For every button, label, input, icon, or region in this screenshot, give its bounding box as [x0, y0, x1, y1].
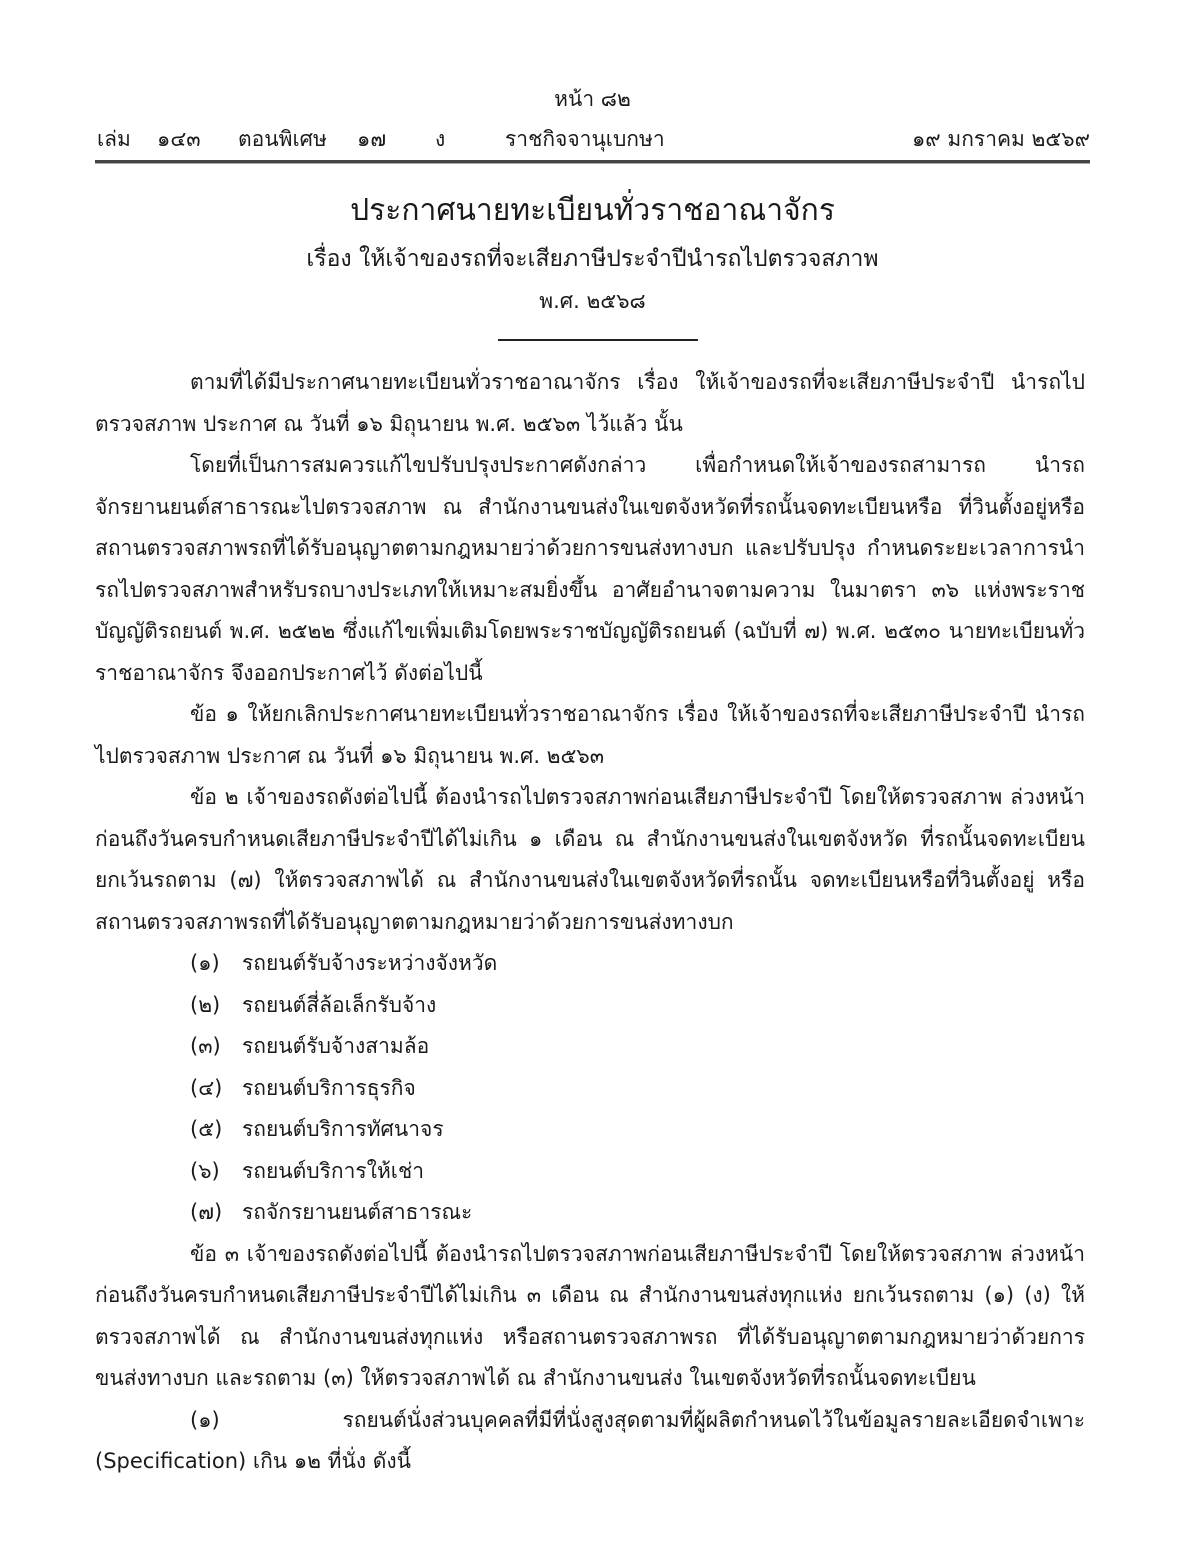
announcement-title: ประกาศนายทะเบียนทั่วราชอาณาจักร — [350, 193, 835, 228]
issue-number: ๑๗ — [357, 127, 387, 151]
document-body — [95, 362, 1085, 1483]
list-item: (๖) รถยนต์บริการให้เช่า — [190, 1158, 425, 1183]
volume-number: ๑๔๓ — [157, 127, 201, 151]
clause-2-list — [95, 943, 1085, 1234]
list-item: (๓) รถยนต์รับจ้างสามล้อ — [190, 1034, 430, 1058]
announcement-year: พ.ศ. ๒๕๖๘ — [539, 289, 646, 313]
section-letter: ง — [435, 127, 446, 151]
list-item: (๕) รถยนต์บริการทัศนาจร — [190, 1117, 444, 1141]
list-item: (๑) รถยนต์รับจ้างระหว่างจังหวัด — [190, 951, 498, 975]
rationale-paragraph: โดยที่เป็นการสมควรแก้ไขปรับปรุงประกาศดังกล่าว เพื่อกำหนดให้เจ้าของรถสามารถ นำรถจักรยานยนต์สาธารณะไปตรวจสภาพ ณ สำนักงานขนส่งในเขตจังหวัดที่รถนั้นจดทะเบียนหรือ ที่วินตั้งอยู่หรือสถานตรวจสภาพรถที่ได้รับอนุญาตตามกฎหมายว่าด้วยการขนส่งทางบก และปรับปรุง กำหนดระยะเวลาการนำรถไปตรวจสภาพสำหรับรถบางประเภทให้เหมาะสมยิ่งขึ้น อาศัยอำนาจตามความ ในมาตรา ๓๖ แห่งพระราชบัญญัติรถยนต์ พ.ศ. ๒๕๒๒ ซึ่งแก้ไขเพิ่มเติมโดยพระราชบัญญัติรถยนต์ (ฉบับที่ ๗) พ.ศ. ๒๕๓๐ นายทะเบียนทั่วราชอาณาจักร จึงออกประกาศไว้ ดังต่อไปนี้ — [95, 453, 1085, 685]
clause-3-item-1: (๑) รถยนต์นั่งส่วนบุคคลที่มีที่นั่งสูงสุดตามที่ผู้ผลิตกำหนดไว้ในข้อมูลรายละเอียดจำเพาะ (Specification) เกิน ๑๒ ที่นั่ง ดังนี้ — [95, 1407, 1085, 1473]
list-item: (๔) รถยนต์บริการธุรกิจ — [190, 1075, 416, 1100]
header-divider — [95, 160, 1090, 163]
publication-date: ๑๙ มกราคม ๒๕๖๙ — [911, 127, 1090, 151]
gazette-header — [95, 124, 1090, 154]
list-item: (๗) รถจักรยานยนต์สาธารณะ — [190, 1200, 473, 1224]
volume-label: เล่ม — [97, 127, 131, 151]
clause-1: ข้อ ๑ ให้ยกเลิกประกาศนายทะเบียนทั่วราชอาณาจักร เรื่อง ให้เจ้าของรถที่จะเสียภาษีประจำปี นำรถไปตรวจสภาพ ประกาศ ณ วันที่ ๑๖ มิถุนายน พ.ศ. ๒๕๖๓ — [95, 702, 1085, 768]
title-divider — [498, 339, 698, 341]
clause-3: ข้อ ๓ เจ้าของรถดังต่อไปนี้ ต้องนำรถไปตรวจสภาพก่อนเสียภาษีประจำปี โดยให้ตรวจสภาพ ล่วงหน้าก่อนถึงวันครบกำหนดเสียภาษีประจำปีได้ไม่เกิน ๓ เดือน ณ สำนักงานขนส่งทุกแห่ง ยกเว้นรถตาม (๑) (ง) ให้ตรวจสภาพได้ ณ สำนักงานขนส่งทุกแห่ง หรือสถานตรวจสภาพรถ ที่ได้รับอนุญาตตามกฎหมายว่าด้วยการขนส่งทางบก และรถตาม (๓) ให้ตรวจสภาพได้ ณ สำนักงานขนส่ง ในเขตจังหวัดที่รถนั้นจดทะเบียน — [95, 1241, 1085, 1390]
clause-2: ข้อ ๒ เจ้าของรถดังต่อไปนี้ ต้องนำรถไปตรวจสภาพก่อนเสียภาษีประจำปี โดยให้ตรวจสภาพ ล่วงหน้าก่อนถึงวันครบกำหนดเสียภาษีประจำปีได้ไม่เกิน ๑ เดือน ณ สำนักงานขนส่งในเขตจังหวัด ที่รถนั้นจดทะเบียน ยกเว้นรถตาม (๗) ให้ตรวจสภาพได้ ณ สำนักงานขนส่งในเขตจังหวัดที่รถนั้น จดทะเบียนหรือที่วินตั้งอยู่ หรือสถานตรวจสภาพรถที่ได้รับอนุญาตตามกฎหมายว่าด้วยการขนส่งทางบก — [95, 785, 1085, 934]
gazette-name: ราชกิจจานุเบกษา — [505, 127, 665, 151]
page-number: หน้า ๘๒ — [554, 87, 631, 111]
issue-label: ตอนพิเศษ — [238, 127, 327, 151]
list-item: (๒) รถยนต์สี่ล้อเล็กรับจ้าง — [190, 992, 437, 1017]
announcement-subject: เรื่อง ให้เจ้าของรถที่จะเสียภาษีประจำปีนำรถไปตรวจสภาพ — [306, 246, 879, 272]
preamble-paragraph: ตามที่ได้มีประกาศนายทะเบียนทั่วราชอาณาจักร เรื่อง ให้เจ้าของรถที่จะเสียภาษีประจำปี นำรถไปตรวจสภาพ ประกาศ ณ วันที่ ๑๖ มิถุนายน พ.ศ. ๒๕๖๓ ไว้แล้ว นั้น — [95, 370, 1085, 436]
